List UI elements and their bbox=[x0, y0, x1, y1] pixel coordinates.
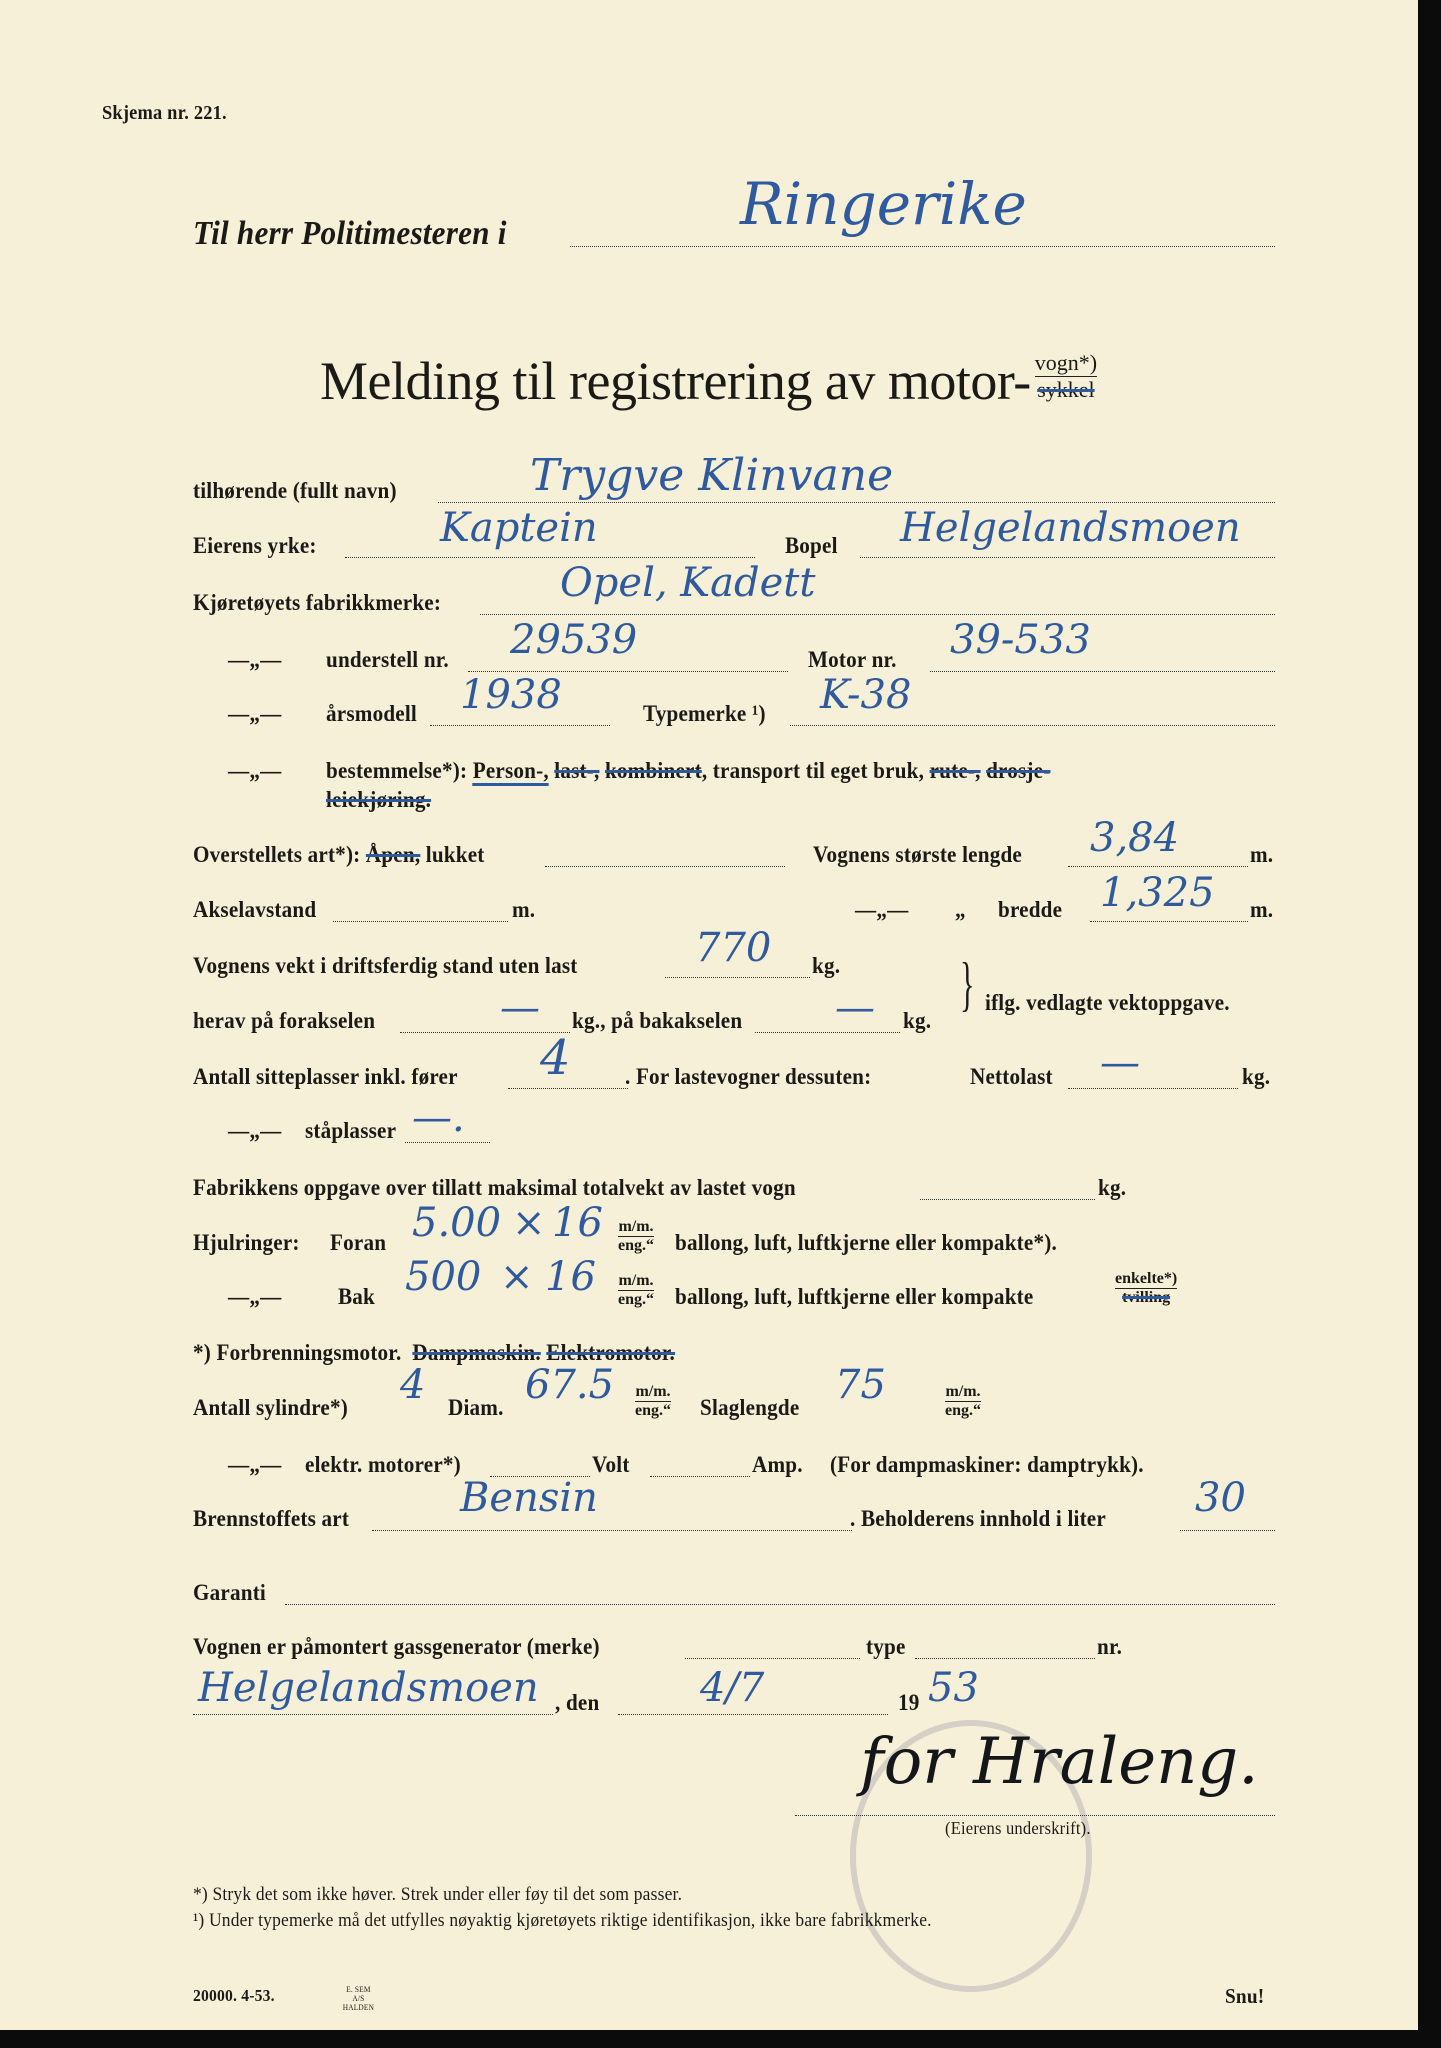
wheelbase-line bbox=[333, 921, 508, 922]
rear-axle-value: — bbox=[835, 985, 875, 1031]
purpose-drosje: drosje- bbox=[986, 758, 1051, 783]
type-line bbox=[790, 725, 1275, 726]
make-line bbox=[480, 614, 1275, 615]
unit-eng: eng.“ bbox=[618, 1237, 654, 1254]
purpose-kombinert: kombinert bbox=[604, 758, 702, 783]
engine-electric: Elektromotor. bbox=[546, 1340, 676, 1365]
owner-label: tilhørende (fullt navn) bbox=[193, 478, 397, 503]
netload-value: — bbox=[1100, 1040, 1140, 1086]
footnote-1: *) Stryk det som ikke høver. Strek under eller føy til det som passer. bbox=[193, 1884, 683, 1905]
ditto-mark: —„— bbox=[228, 1452, 282, 1477]
front-tyre-options: ballong, luft, luftkjerne eller kompakte*). bbox=[675, 1230, 1057, 1255]
diameter-label: Diam. bbox=[448, 1395, 504, 1420]
volt-label: Volt bbox=[592, 1452, 630, 1477]
rear-tyre-size: 500 bbox=[405, 1254, 482, 1300]
purpose-last: last-, bbox=[554, 758, 600, 783]
max-weight-line bbox=[920, 1199, 1095, 1200]
title-block bbox=[320, 350, 1097, 412]
purpose-leiekjoring: leiekjøring. bbox=[326, 787, 432, 812]
signature-label: (Eierens underskrift). bbox=[945, 1818, 1091, 1838]
unit-mm: m/m. bbox=[618, 1218, 654, 1235]
netload-unit: kg. bbox=[1242, 1064, 1271, 1089]
steam-note: (For dampmaskiner: damptrykk). bbox=[830, 1452, 1144, 1477]
occupation-label: Eierens yrke: bbox=[193, 533, 317, 558]
purpose-rute: rute-, bbox=[929, 758, 981, 783]
year-value: 53 bbox=[928, 1665, 979, 1711]
seats-value: 4 bbox=[540, 1030, 571, 1086]
addressee-line bbox=[570, 246, 1275, 247]
weight-unit: kg. bbox=[812, 953, 841, 978]
warranty-label: Garanti bbox=[193, 1580, 266, 1605]
date-value: 4/7 bbox=[700, 1665, 765, 1711]
purpose-row bbox=[326, 758, 1050, 784]
addressee-value: Ringerike bbox=[740, 170, 1027, 238]
front-axle-label: herav på forakselen bbox=[193, 1008, 376, 1033]
unit-mm: m/m. bbox=[635, 1383, 671, 1400]
gas-generator-label: Vognen er påmontert gassgenerator (merke) bbox=[193, 1634, 600, 1659]
tank-line bbox=[1180, 1530, 1275, 1531]
date-line bbox=[618, 1714, 888, 1715]
ditto-mark: —„— bbox=[228, 1118, 282, 1143]
model-year-value: 1938 bbox=[460, 672, 562, 718]
ditto-mark: —„— bbox=[228, 701, 282, 726]
weight-line bbox=[665, 977, 810, 978]
ditto-quote: „ bbox=[955, 897, 966, 922]
chassis-label: understell nr. bbox=[326, 647, 449, 672]
netload-label: Nettolast bbox=[970, 1064, 1053, 1089]
length-line bbox=[1068, 866, 1248, 867]
purpose-person: Person-, bbox=[473, 758, 549, 786]
rear-axle-line bbox=[755, 1032, 900, 1033]
chassis-value: 29539 bbox=[510, 617, 638, 663]
place-value: Helgelandsmoen bbox=[198, 1665, 539, 1711]
unit-fraction bbox=[945, 1383, 981, 1420]
footnote-2: ¹) Under typemerke må det utfylles nøyaktig kjøretøyets riktige identifikasjon, ikke bare fabrikkmerke. bbox=[193, 1910, 932, 1931]
stroke-value: 75 bbox=[835, 1362, 886, 1408]
fuel-line bbox=[372, 1530, 852, 1531]
option-twin: tvilling bbox=[1122, 1289, 1171, 1306]
gas-type-label: type bbox=[866, 1634, 906, 1659]
width-unit: m. bbox=[1250, 897, 1274, 922]
rear-wheel-label: Bak bbox=[338, 1284, 376, 1309]
max-weight-label: Fabrikkens oppgave over tillatt maksimal totalvekt av lastet vogn bbox=[193, 1175, 796, 1200]
residence-label: Bopel bbox=[785, 533, 838, 558]
cylinders-label: Antall sylindre*) bbox=[193, 1395, 348, 1420]
body-closed: lukket bbox=[425, 842, 485, 867]
body-type-row bbox=[193, 842, 485, 868]
seats-line bbox=[508, 1088, 628, 1089]
front-axle-value: — bbox=[500, 985, 540, 1031]
front-tyre-size: 5.00 bbox=[412, 1200, 502, 1246]
signature-line bbox=[795, 1815, 1275, 1816]
option-vogn: vogn*) bbox=[1034, 350, 1098, 375]
width-value: 1,325 bbox=[1100, 870, 1215, 916]
single-twin bbox=[1115, 1270, 1177, 1307]
weight-value: 770 bbox=[695, 925, 772, 971]
purpose-label: bestemmelse*): bbox=[326, 758, 468, 783]
times-sign: × bbox=[500, 1254, 534, 1300]
rear-axle-unit: kg. bbox=[903, 1008, 932, 1033]
unit-mm: m/m. bbox=[618, 1272, 654, 1289]
engine-combustion: *) Forbrenningsmotor. bbox=[193, 1340, 402, 1365]
unit-fraction bbox=[618, 1218, 654, 1255]
tank-value: 30 bbox=[1195, 1475, 1246, 1521]
ditto-mark: —„— bbox=[855, 897, 909, 922]
addressee-label: Til herr Politimesteren i bbox=[193, 215, 507, 252]
gas-nr-label: nr. bbox=[1097, 1634, 1123, 1659]
length-unit: m. bbox=[1250, 842, 1274, 867]
wheelbase-unit: m. bbox=[512, 897, 536, 922]
warranty-line bbox=[285, 1604, 1275, 1605]
fuel-value: Bensin bbox=[460, 1475, 598, 1521]
rear-axle-label: kg., på bakakselen bbox=[572, 1008, 743, 1033]
unit-fraction bbox=[635, 1383, 671, 1420]
width-label: bredde bbox=[998, 897, 1063, 922]
gas-line bbox=[685, 1658, 860, 1659]
body-type-label: Overstellets art*): bbox=[193, 842, 361, 867]
diameter-value: 67.5 bbox=[525, 1362, 615, 1408]
fuel-label: Brennstoffets art bbox=[193, 1506, 350, 1531]
engine-value: 39-533 bbox=[950, 617, 1091, 663]
body-open: Åpen, bbox=[365, 842, 421, 867]
rear-rim-size: 16 bbox=[545, 1254, 596, 1300]
occupation-line bbox=[345, 557, 755, 558]
year-prefix: 19 bbox=[898, 1690, 920, 1715]
rear-tyre-options: ballong, luft, luftkjerne eller kompakte bbox=[675, 1284, 1034, 1309]
printer-imprint: E. SEM A/S HALDEN bbox=[342, 1985, 375, 2012]
width-line bbox=[1090, 921, 1248, 922]
print-info: 20000. 4-53. bbox=[193, 1986, 275, 2005]
unit-eng: eng.“ bbox=[945, 1402, 981, 1419]
cylinders-value: 4 bbox=[400, 1362, 426, 1408]
owner-line bbox=[438, 502, 1275, 503]
ditto-mark: —„— bbox=[228, 1284, 282, 1309]
body-line bbox=[545, 866, 785, 867]
brace: } bbox=[960, 951, 975, 1017]
occupation-value: Kaptein bbox=[440, 505, 598, 551]
truck-label: . For lastevogner dessuten: bbox=[625, 1064, 872, 1089]
owner-value: Trygve Klinvane bbox=[530, 450, 894, 501]
amp-label: Amp. bbox=[752, 1452, 803, 1477]
engine-line bbox=[930, 671, 1275, 672]
times-sign: × bbox=[512, 1200, 546, 1246]
tank-label: . Beholderens innhold i liter bbox=[850, 1506, 1106, 1531]
wheels-label: Hjulringer: bbox=[193, 1230, 300, 1255]
form-number: Skjema nr. 221. bbox=[102, 102, 227, 124]
unit-eng: eng.“ bbox=[618, 1291, 654, 1308]
model-year-line bbox=[430, 725, 610, 726]
stroke-label: Slaglengde bbox=[700, 1395, 800, 1420]
unit-eng: eng.“ bbox=[635, 1402, 671, 1419]
standing-line bbox=[405, 1142, 490, 1143]
electric-motors-label: elektr. motorer*) bbox=[305, 1452, 461, 1477]
gas-type-line bbox=[915, 1658, 1095, 1659]
standing-label: ståplasser bbox=[305, 1118, 397, 1143]
residence-line bbox=[860, 557, 1275, 558]
engine-steam: Dampmaskin. bbox=[412, 1340, 541, 1365]
turn-over-note: Snu! bbox=[1225, 1984, 1265, 2008]
type-value: K-38 bbox=[820, 672, 912, 718]
wheelbase-label: Akselavstand bbox=[193, 897, 317, 922]
front-wheel-label: Foran bbox=[330, 1230, 387, 1255]
make-label: Kjøretøyets fabrikkmerke: bbox=[193, 590, 442, 615]
owner-signature: for Hraleng. bbox=[860, 1725, 1259, 1799]
title-option bbox=[1035, 350, 1097, 403]
den-label: , den bbox=[555, 1690, 600, 1715]
purpose-transport: , transport til eget bruk, bbox=[701, 758, 925, 783]
weight-note: iflg. vedlagte vektoppgave. bbox=[985, 990, 1230, 1015]
length-label: Vognens største lengde bbox=[813, 842, 1022, 867]
type-label: Typemerke ¹) bbox=[643, 701, 766, 726]
residence-value: Helgelandsmoen bbox=[900, 505, 1241, 551]
option-single: enkelte*) bbox=[1115, 1270, 1178, 1287]
ditto-mark: —„— bbox=[228, 647, 282, 672]
netload-line bbox=[1068, 1088, 1238, 1089]
length-value: 3,84 bbox=[1090, 815, 1180, 861]
weight-label: Vognens vekt i driftsferdig stand uten last bbox=[193, 953, 578, 978]
unit-mm: m/m. bbox=[945, 1383, 981, 1400]
ditto-mark: —„— bbox=[228, 758, 282, 783]
model-year-label: årsmodell bbox=[326, 701, 417, 726]
engine-label: Motor nr. bbox=[808, 647, 897, 672]
volt-line bbox=[650, 1476, 750, 1477]
place-line bbox=[193, 1714, 553, 1715]
unit-fraction bbox=[618, 1272, 654, 1309]
seats-label: Antall sitteplasser inkl. fører bbox=[193, 1064, 458, 1089]
standing-value: —. bbox=[412, 1095, 465, 1141]
option-sykkel: sykkel bbox=[1037, 377, 1095, 402]
make-value: Opel, Kadett bbox=[560, 560, 816, 606]
max-weight-unit: kg. bbox=[1098, 1175, 1127, 1200]
page-title: Melding til registrering av motor- bbox=[320, 351, 1031, 411]
front-rim-size: 16 bbox=[552, 1200, 603, 1246]
